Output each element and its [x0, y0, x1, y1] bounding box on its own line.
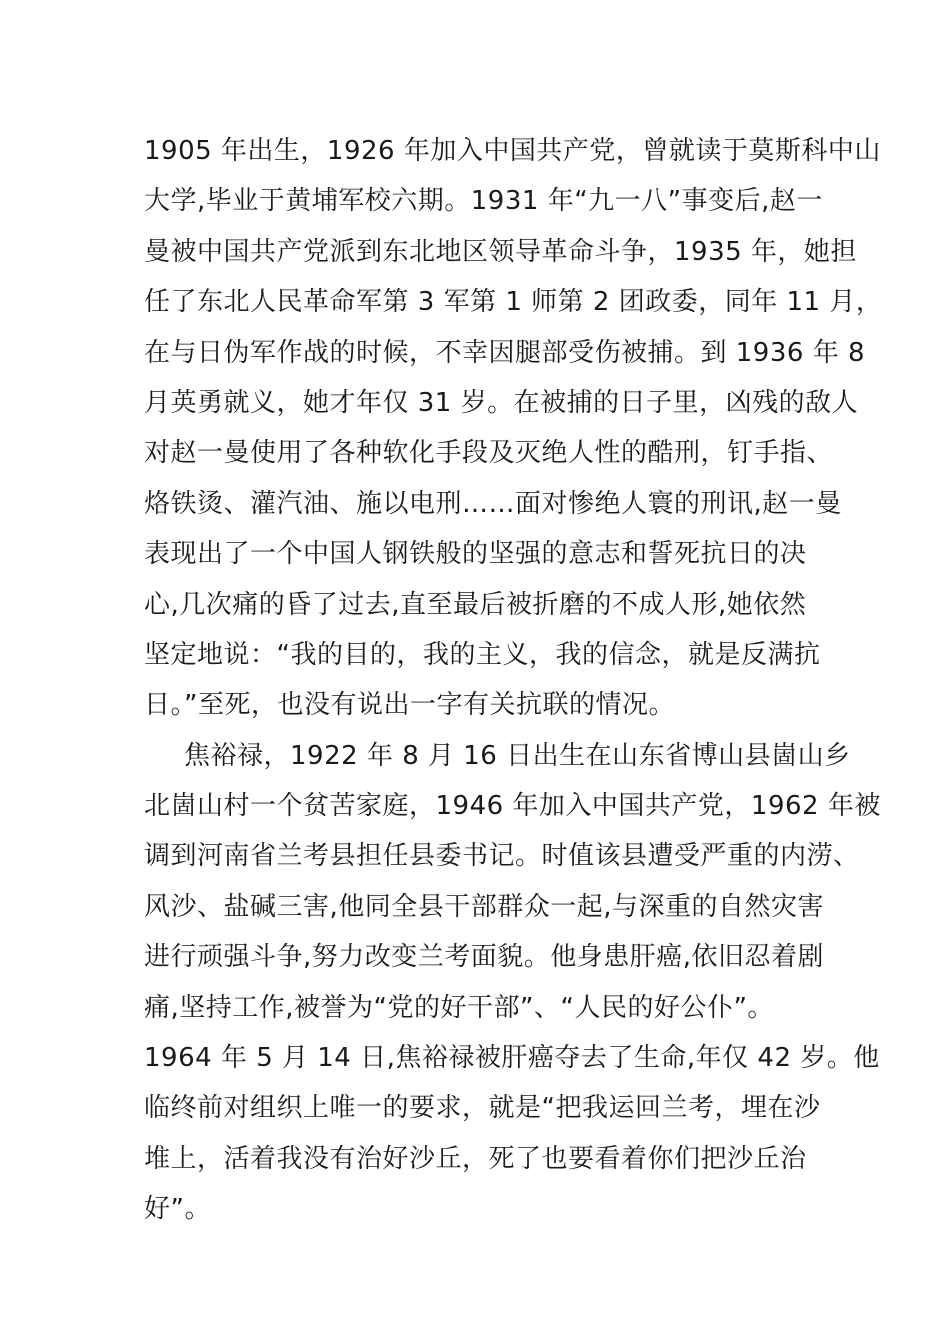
text-line: 风沙、盐碱三害,他同全县干部群众一起,与深重的自然灾害	[144, 891, 825, 922]
text-line: 月英勇就义，她才年仅 31 岁。在被捕的日子里，凶残的敌人	[144, 387, 859, 418]
text-line: 进行顽强斗争,努力改变兰考面貌。他身患肝癌,依旧忍着剧	[144, 942, 825, 973]
text-line: 烙铁烫、灌汽油、施以电刑……面对惨绝人寰的刑讯,赵一曼	[144, 488, 842, 519]
text-line: 1905 年出生，1926 年加入中国共产党，曾就读于莫斯科中山	[144, 136, 881, 166]
text-line: 堆上，活着我没有治好沙丘，死了也要看着你们把沙丘治	[144, 1143, 807, 1174]
text-line: 焦裕禄，1922 年 8 月 16 日出生在山东省博山县崮山乡	[184, 740, 851, 771]
text-line: 曼被中国共产党派到东北地区领导革命斗争，1935 年，她担	[144, 236, 857, 267]
text-line: 1964 年 5 月 14 日,焦裕禄被肝癌夺去了生命,年仅 42 岁。他	[144, 1043, 880, 1074]
document-body	[144, 126, 883, 1235]
text-line: 坚定地说：“我的目的，我的主义，我的信念，就是反满抗	[144, 639, 821, 670]
text-line: 在与日伪军作战的时候，不幸因腿部受伤被捕。到 1936 年 8	[144, 337, 866, 368]
text-line: 大学,毕业于黄埔军校六期。1931 年“九一八”事变后,赵一	[144, 186, 823, 217]
text-line: 调到河南省兰考县担任县委书记。时值该县遭受严重的内涝、	[144, 841, 860, 872]
paragraph-jiao-yulu	[144, 731, 881, 1235]
text-line: 任了东北人民革命军第 3 军第 1 师第 2 团政委，同年 11 月，	[144, 287, 883, 318]
text-line: 表现出了一个中国人钢铁般的坚强的意志和誓死抗日的决	[144, 539, 807, 570]
text-line: 临终前对组织上唯一的要求，就是“把我运回兰考，埋在沙	[144, 1093, 821, 1124]
text-line: 日。”至死，也没有说出一字有关抗联的情况。	[144, 690, 675, 721]
text-line: 心,几次痛的昏了过去,直至最后被折磨的不成人形,她依然	[144, 589, 807, 620]
text-line: 对赵一曼使用了各种软化手段及灭绝人性的酷刑，钉手指、	[144, 438, 834, 469]
text-line: 痛,坚持工作,被誉为“党的好干部”、“人民的好公仆”。	[144, 992, 774, 1023]
text-line: 北崮山村一个贫苦家庭，1946 年加入中国共产党，1962 年被	[144, 791, 881, 822]
text-line: 好”。	[144, 1194, 211, 1225]
paragraph-zhao-yiman	[144, 126, 883, 731]
